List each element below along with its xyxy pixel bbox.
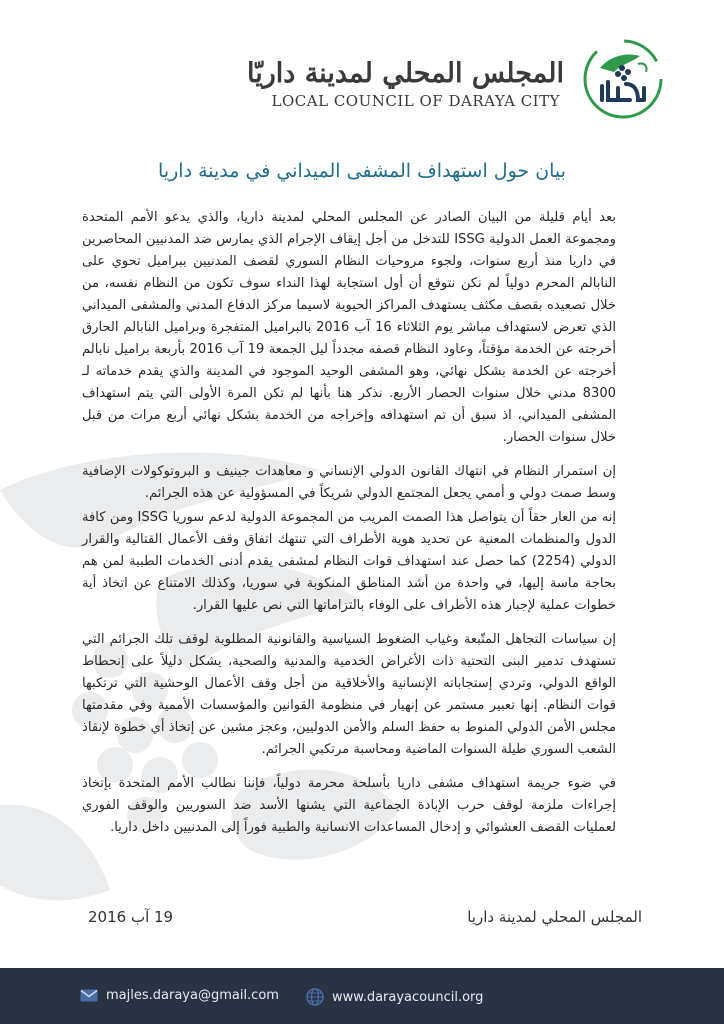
globe-icon <box>306 988 324 1006</box>
council-name-english: LOCAL COUNCIL OF DARAYA CITY <box>271 92 560 110</box>
contact-footer <box>0 968 724 1024</box>
paragraph-2: إن استمرار النظام في انتهاك القانون الدولي الإنساني و معاهدات جينيف و البروتوكولات الإضافية وسط صمت دولي و أممي يجعل المجتمع الدولي شريكاً في المسؤولية عن هذه الجرائم. <box>82 464 616 501</box>
council-logo-icon <box>582 38 664 120</box>
email-address: majles.daraya@gmail.com <box>106 988 279 1003</box>
paragraph-1: بعد أيام قليلة من البيان الصادر عن المجلس المحلي لمدينة داريا، والذي يدعو الأمم المتحدة ومجموعة العمل الدولية ISSG للتدخل من أجل إيقاف الإجرام الذي يمارس ضد المدنيين المحاصرين في داريا منذ أربع سنوات، ولجوء مروحيات النظام السوري لقصف المدنيين ببراميل تحوي على النابالم المحرم دولياً لم نكن نتوقع أن أول استجابة لهذا النداء سوف تكون من النظام نفسه، من خلال تصعيده بقصف مكثف يستهدف المراكز الحيوية لاسيما مركز الدفاع المدني والمشفى الميداني الذي تعرض لاستهداف مباشر يوم الثلاثاء 16 آب 2016 بالبراميل المتفجرة وبراميل النابالم الحارق أخرجته عن الخدمة مؤقتاً، وعاود النظام قصفه مجدداً ليل الجمعة 19 آب 2016 بأربعة براميل نابالم أخرجته عن الخدمة بشكل نهائي، وهو المشفى الوحيد الموجود في المدينة والذي يقدم خدماته لـ 8300 مدني خلال سنوات الحصار الأربع. نذكر هنا بأنها لم تكن المرة الأولى التي يتم استهداف المشفى الميداني، اذ سبق أن تم استهدافه وإخراجه من الخدمة بشكل نهائي أربع مرات من قبل خلال سنوات الحصار. <box>82 210 616 445</box>
website-contact[interactable] <box>306 988 483 1006</box>
letterhead <box>0 28 724 138</box>
statement-date: 19 آب 2016 <box>88 908 174 926</box>
website-url: www.darayacouncil.org <box>332 989 484 1005</box>
paragraph-5: في ضوء جريمة استهداف مشفى داريا بأسلحة محرمة دولياً، فإننا نطالب الأمم المتحدة بإتخاذ إجراءات ملزمة لوقف حرب الإبادة الجماعية التي يشنها الأسد ضد السوريين والوقف الفوري لعمليات القصف العشوائي و إدخال المساعدات الانسانية والطبية فوراً إلى المدنيين داخل داريا. <box>82 776 616 835</box>
paragraph-3: إنه من العار حقاً أن يتواصل هذا الصمت المريب من المجموعة الدولية لدعم سوريا ISSG ومن كافة الدول والمنظمات المعنية عن تحديد هوية الأطراف التي تنتهك اتفاق وقف الأعمال القتالية والقرار الدولي (2254) كما حصل عند استهداف قوات النظام لمشفى يقدم أدنى الخدمات الطبية لمن هم بحاجة ماسة إليها، في واحدة من أشد المناطق المنكوبة في سوريا، وكذلك الامتناع عن اتخاذ أية خطوات عملية لإجبار هذه الأطراف على الوفاء بالتزاماتها التي نص عليها القرار. <box>82 510 616 613</box>
council-name-arabic: المجلس المحلي لمدينة داريّا <box>247 58 564 89</box>
envelope-icon <box>80 989 98 1002</box>
signature-line <box>0 908 724 938</box>
statement-title: بيان حول استهداف المشفى الميداني في مدينة داريا <box>158 160 566 182</box>
signature-organization: المجلس المحلي لمدينة داريا <box>467 908 642 926</box>
email-contact[interactable] <box>80 988 279 1003</box>
statement-body <box>82 207 616 851</box>
paragraph-4: إن سياسات التجاهل المتّبعة وغياب الضغوط السياسية والقانونية المطلوبة لوقف تلك الجرائم التي تستهدف تدمير البنى التحتية ذات الأغراض الخدمية والمدنية والصحية، يشكل دليلاً على إنحطاط الواقع الدولي، وتردي إستجاباته الإنسانية والأخلاقية من أجل وقف الأعمال الوحشية التي ترتكبها قوات النظام. إنها تعبير مستمر عن إنهيار في منظومة القوانين والمؤسسات الأممية وفي مقدمتها مجلس الأمن الدولي المنوط به حفظ السلم والأمن الدوليين، وعجز مشين عن إتخاذ أي خطوة لإنقاذ الشعب السوري طيلة السنوات الماضية ومحاسبة مرتكبي الجرائم. <box>82 632 616 757</box>
